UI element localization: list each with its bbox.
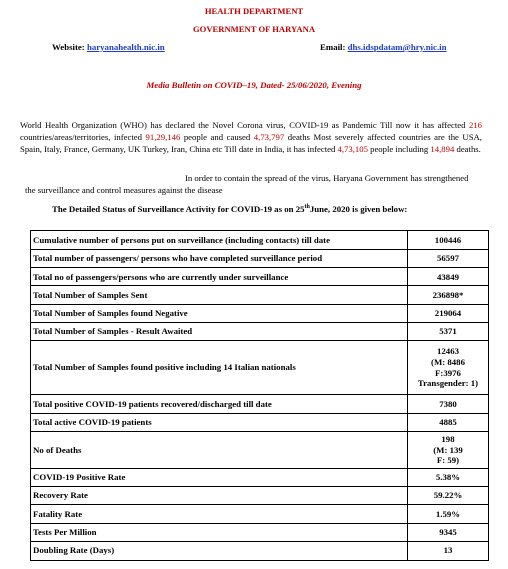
table-row xyxy=(31,231,489,250)
row-value-line: 198 xyxy=(441,433,455,444)
surveillance-table xyxy=(30,230,489,561)
countries-count: 216 xyxy=(468,120,482,130)
surveillance-table-container xyxy=(30,230,488,561)
row-value: 59.22% xyxy=(408,487,489,505)
table-row xyxy=(31,268,489,286)
row-value: 1.59% xyxy=(408,505,489,523)
row-value-line: F:3976 xyxy=(435,367,461,378)
row-label: Tests Per Million xyxy=(31,523,408,541)
government-heading: GOVERNMENT OF HARYANA xyxy=(192,24,316,34)
row-value: 43849 xyxy=(408,268,489,286)
row-label: Total no of passengers/persons who are currently under surveillance xyxy=(31,268,408,286)
department-heading: HEALTH DEPARTMENT xyxy=(204,6,304,16)
row-value: 219064 xyxy=(408,304,489,322)
row-label: Cumulative number of persons put on surveillance (including contacts) till date xyxy=(31,231,408,250)
row-value xyxy=(408,431,489,468)
email-line xyxy=(320,42,447,52)
measures-paragraph xyxy=(25,172,480,196)
india-infected-count: 4,73,105 xyxy=(337,144,368,154)
measures-text: In order to contain the spread of the virus, Haryana Government has strengthened xyxy=(185,173,469,183)
row-value: 5371 xyxy=(408,322,489,340)
intro-text: people and caused xyxy=(180,132,254,142)
row-label: Total Number of Samples found positive including 14 Italian nationals xyxy=(31,340,408,394)
email-link[interactable]: dhs.idspdatam@hry.nic.in xyxy=(347,42,447,52)
row-value-line: (M: 8486 xyxy=(431,356,465,367)
row-label: Doubling Rate (Days) xyxy=(31,541,408,560)
intro-text: World Health Organization (WHO) has declared the Novel Corona virus, COVID-19 as Pandemic Till now it has affected xyxy=(20,120,469,130)
table-title-prefix: The Detailed Status of Surveillance Activity for COVID-19 as on 25 xyxy=(52,204,305,214)
row-value: 236898* xyxy=(408,286,489,304)
world-infected-count: 91,29,146 xyxy=(145,132,181,142)
table-row xyxy=(31,322,489,340)
intro-paragraph xyxy=(20,119,482,155)
row-value: 9345 xyxy=(408,523,489,541)
website-label: Website: xyxy=(52,42,85,52)
row-label: Fatality Rate xyxy=(31,505,408,523)
intro-text: countries/areas/territories, infected xyxy=(20,132,146,142)
row-value-line: 12463 xyxy=(437,346,459,357)
row-value-line: F: 59) xyxy=(436,455,460,466)
row-label: Total Number of Samples found Negative xyxy=(31,304,408,322)
table-row xyxy=(31,431,489,468)
row-value: 4885 xyxy=(408,413,489,431)
table-title xyxy=(52,204,407,214)
intro-text: people including xyxy=(367,144,431,154)
table-row xyxy=(31,250,489,268)
row-value: 100446 xyxy=(408,231,489,250)
table-row xyxy=(31,395,489,413)
india-deaths-count: 14,894 xyxy=(430,144,455,154)
table-row xyxy=(31,304,489,322)
row-label: Total Number of Samples - Result Awaited xyxy=(31,322,408,340)
row-value: 7380 xyxy=(408,395,489,413)
row-value xyxy=(408,340,489,394)
row-value-line: (M: 139 xyxy=(433,444,463,455)
table-title-sup: th xyxy=(304,204,310,211)
table-row xyxy=(31,505,489,523)
row-label: Recovery Rate xyxy=(31,487,408,505)
row-value: 13 xyxy=(408,541,489,560)
intro-text: deaths Most severely affected countries are the USA, Spain, Italy, France, Germany, UK Turkey, Iran, China etc Till date in India, it has infected xyxy=(20,132,482,154)
row-label: COVID-19 Positive Rate xyxy=(31,469,408,487)
email-label: Email: xyxy=(320,42,346,52)
row-label: Total Number of Samples Sent xyxy=(31,286,408,304)
measures-text: the surveillance and control measures against the disease xyxy=(25,185,223,195)
website-link[interactable]: haryanahealth.nic.in xyxy=(86,42,165,52)
row-label: Total number of passengers/ persons who have completed surveillance period xyxy=(31,250,408,268)
website-line xyxy=(52,42,165,52)
table-title-suffix: June, 2020 is given below: xyxy=(309,204,408,214)
table-row xyxy=(31,286,489,304)
table-row xyxy=(31,413,489,431)
table-row xyxy=(31,340,489,394)
row-label: Total positive COVID-19 patients recovered/discharged till date xyxy=(31,395,408,413)
table-row xyxy=(31,469,489,487)
bulletin-title: Media Bulletin on COVID–19, Dated- 25/06/2020, Evening xyxy=(146,80,362,90)
table-row xyxy=(31,487,489,505)
intro-text: deaths. xyxy=(454,144,481,154)
world-deaths-count: 4,73,797 xyxy=(253,132,285,142)
row-value-line: Transgender: 1) xyxy=(417,378,479,389)
row-value: 5.38% xyxy=(408,469,489,487)
row-label: Total active COVID-19 patients xyxy=(31,413,408,431)
table-row xyxy=(31,541,489,560)
row-value: 56597 xyxy=(408,250,489,268)
row-label: No of Deaths xyxy=(31,431,408,468)
table-row xyxy=(31,523,489,541)
